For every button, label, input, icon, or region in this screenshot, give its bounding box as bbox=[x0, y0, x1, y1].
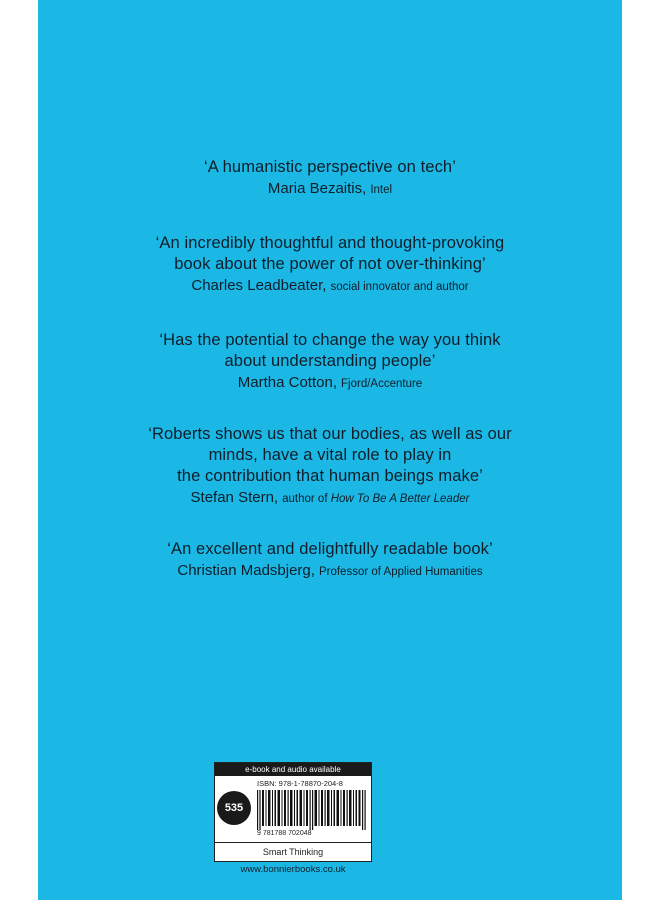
quote-3 bbox=[38, 330, 622, 395]
quote-attribution bbox=[38, 487, 622, 510]
barcode-panel bbox=[214, 762, 372, 862]
price-badge: 535 bbox=[217, 791, 251, 825]
quote-author-role: social innovator and author bbox=[330, 281, 469, 293]
quote-author: Stefan Stern, bbox=[190, 489, 279, 506]
ebook-banner: e-book and audio available bbox=[215, 763, 371, 776]
quote-author: Christian Madsbjerg, bbox=[177, 562, 315, 579]
quote-author-role: Intel bbox=[370, 184, 393, 196]
barcode-digits: 9 781788 702048 bbox=[257, 830, 312, 837]
quote-text: ‘A humanistic perspective on tech’ bbox=[204, 158, 456, 176]
quote-author-role: Fjord/Accenture bbox=[341, 378, 423, 390]
quote-author: Maria Bezaitis, bbox=[267, 180, 367, 197]
role-prefix: author of bbox=[282, 493, 328, 505]
quote-author-role: Professor of Applied Humanities bbox=[318, 566, 483, 578]
category-label: Smart Thinking bbox=[215, 842, 371, 861]
barcode-icon bbox=[257, 790, 367, 830]
quote-5 bbox=[38, 539, 622, 583]
barcode-area bbox=[215, 777, 371, 841]
quote-attribution bbox=[38, 560, 622, 583]
quote-attribution bbox=[38, 178, 622, 201]
quote-text: ‘An excellent and delightfully readable book’ bbox=[167, 540, 493, 558]
quote-author: Martha Cotton, bbox=[237, 374, 337, 391]
quote-2 bbox=[38, 233, 622, 298]
quote-attribution bbox=[38, 372, 622, 395]
quote-text: the contribution that human beings make’ bbox=[177, 467, 483, 485]
book-title: How To Be A Better Leader bbox=[330, 493, 470, 505]
quote-1 bbox=[38, 157, 622, 201]
quote-text: ‘Roberts shows us that our bodies, as well as our bbox=[148, 425, 512, 443]
isbn-label: ISBN: 978-1-78870-204-8 bbox=[257, 779, 343, 788]
quote-author: Charles Leadbeater, bbox=[191, 277, 327, 294]
publisher-website: www.bonnierbooks.co.uk bbox=[240, 864, 346, 875]
quote-text: book about the power of not over-thinking’ bbox=[174, 255, 486, 273]
quote-attribution bbox=[38, 275, 622, 298]
quote-text: minds, have a vital role to play in bbox=[208, 446, 452, 464]
quote-text: ‘Has the potential to change the way you think bbox=[159, 331, 501, 349]
quote-4 bbox=[38, 424, 622, 510]
quote-text: about understanding people’ bbox=[224, 352, 436, 370]
quote-text: ‘An incredibly thoughtful and thought-provoking bbox=[155, 234, 505, 252]
quote-author-role bbox=[282, 493, 469, 505]
